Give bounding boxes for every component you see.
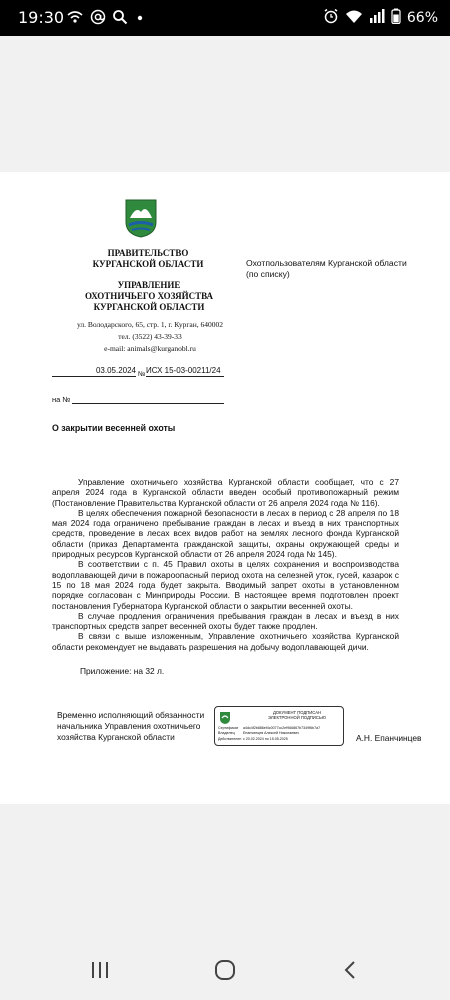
stamp-title: ДОКУМЕНТ ПОДПИСАН (272, 710, 322, 715)
coat-of-arms-icon (124, 198, 158, 238)
status-left-icons (66, 9, 146, 30)
dept-line-2: ОХОТНИЧЬЕГО ХОЗЯЙСТВА (84, 291, 214, 301)
status-time: 19:30 (18, 8, 65, 27)
address: ул. Володарского, 65, стр. 1, г. Курган, 640002 (76, 320, 223, 329)
signer-title (57, 710, 222, 743)
stamp-emblem-icon (219, 711, 231, 725)
document-page[interactable] (0, 172, 450, 804)
cert-value: a4dc4f2b886ef4c0077cc2ef966867b7349f6b7a7 (243, 726, 321, 730)
navigation-bar (0, 940, 450, 1000)
wifi-icon (345, 8, 363, 28)
e-signature-stamp (214, 706, 344, 746)
wifi-calling-icon (66, 9, 84, 30)
doc-date: 03.05.2024 (52, 366, 136, 377)
cert-label: Сертификат (218, 726, 239, 730)
valid-value: с 20.02.2024 по 15.05.2025 (243, 736, 288, 741)
org-name (60, 248, 236, 270)
paragraph-4: В случае продления ограничения пребывания граждан в лесах и въезд в них транспортных средств запрет весенней охоты будет также продлен. (52, 610, 399, 632)
at-icon (90, 9, 106, 30)
dept-line-1: УПРАВЛЕНИЕ (117, 280, 181, 290)
ref-label: на № (52, 395, 71, 404)
recipient (246, 258, 436, 280)
dept-name (54, 280, 244, 313)
recipient-line-1: Охотпользователям Курганской области (246, 258, 407, 268)
alarm-icon (323, 8, 339, 28)
valid-label: Действителен (218, 736, 242, 741)
contacts (50, 320, 250, 354)
email: e-mail: animals@kurganobl.ru (104, 344, 196, 353)
recent-apps-icon[interactable] (80, 954, 120, 986)
attachment: Приложение: на 32 л. (80, 666, 165, 676)
dot-icon (134, 9, 146, 30)
stamp-details (218, 726, 340, 742)
paragraph-2: В целях обеспечения пожарной безопасности в лесах в период с 28 апреля по 18 мая 2024 года ограничено пребывание граждан в лесах и въезд в них транспортных средств, проведение в лесах всех видов работ на землях лесного фонда Курганской области (приказ Департамента гражданской защиты, охраны окружающей среды и природных ресурсов Курганской области от 26 апреля 2024 года № 145). (52, 507, 399, 560)
signer-title-line-1: Временно исполняющий обязанности (57, 710, 205, 720)
signer-title-line-2: начальника Управления охотничьего (57, 721, 201, 731)
recipient-line-2: (по списку) (246, 269, 290, 279)
paragraph-5: В связи с выше изложенным, Управление охотничьего хозяйства Курганской области рекомендует не выдавать разрешения на добычу водоплавающей дичи. (52, 631, 399, 652)
search-icon (112, 9, 128, 30)
owner-value: Епанчинцев Алексей Николаевич (243, 731, 300, 736)
status-bar (0, 0, 450, 36)
paragraph-3: В соответствии с п. 45 Правил охоты в целях сохранения и воспроизводства водоплавающей дичи в пожароопасный период охота на селезней уток, гусей, казарок с 15 по 18 мая 2024 года будет закрыта. Вводимый запрет охоты в установленном порядке согласован с Минприроды России. В настоящее время подготовлен проект постановления Губернатора Курганской области о закрытии весенней охоты. (52, 559, 399, 611)
doc-number: ИСХ 15-03-00211/24 (146, 366, 224, 377)
ref-line (52, 394, 224, 406)
stamp-subtitle: ЭЛЕКТРОННОЙ ПОДПИСЬЮ (268, 715, 326, 720)
status-right-icons (323, 8, 438, 28)
battery-icon (391, 8, 401, 28)
phone: тел. (3522) 43-39-33 (118, 332, 182, 341)
subject: О закрытии весенней охоты (52, 423, 176, 433)
signal-icon (369, 8, 385, 28)
signer-title-line-3: хозяйства Курганской области (57, 732, 175, 742)
signer-name: А.Н. Епанчинцев (356, 733, 422, 743)
org-line-2: КУРГАНСКОЙ ОБЛАСТИ (92, 259, 204, 269)
paragraph-1: Управление охотничьего хозяйства Курганской области сообщает, что с 27 апреля 2024 года в Курганской области введен особый противопожарный режим (Постановление Правительства Курганской области от 26 апреля 2024 года № 116). (52, 477, 399, 508)
org-line-1: ПРАВИТЕЛЬСТВО (107, 248, 189, 258)
letter-body (52, 477, 399, 652)
ref-blank (72, 394, 224, 404)
dept-line-3: КУРГАНСКОЙ ОБЛАСТИ (93, 302, 205, 312)
owner-label: Владелец (218, 731, 235, 736)
home-icon[interactable] (205, 954, 245, 986)
reg-line (52, 366, 224, 380)
back-icon[interactable] (330, 954, 370, 986)
stamp-heading (255, 710, 339, 720)
number-sign: № (138, 371, 146, 378)
battery-percent: 66% (406, 10, 438, 26)
